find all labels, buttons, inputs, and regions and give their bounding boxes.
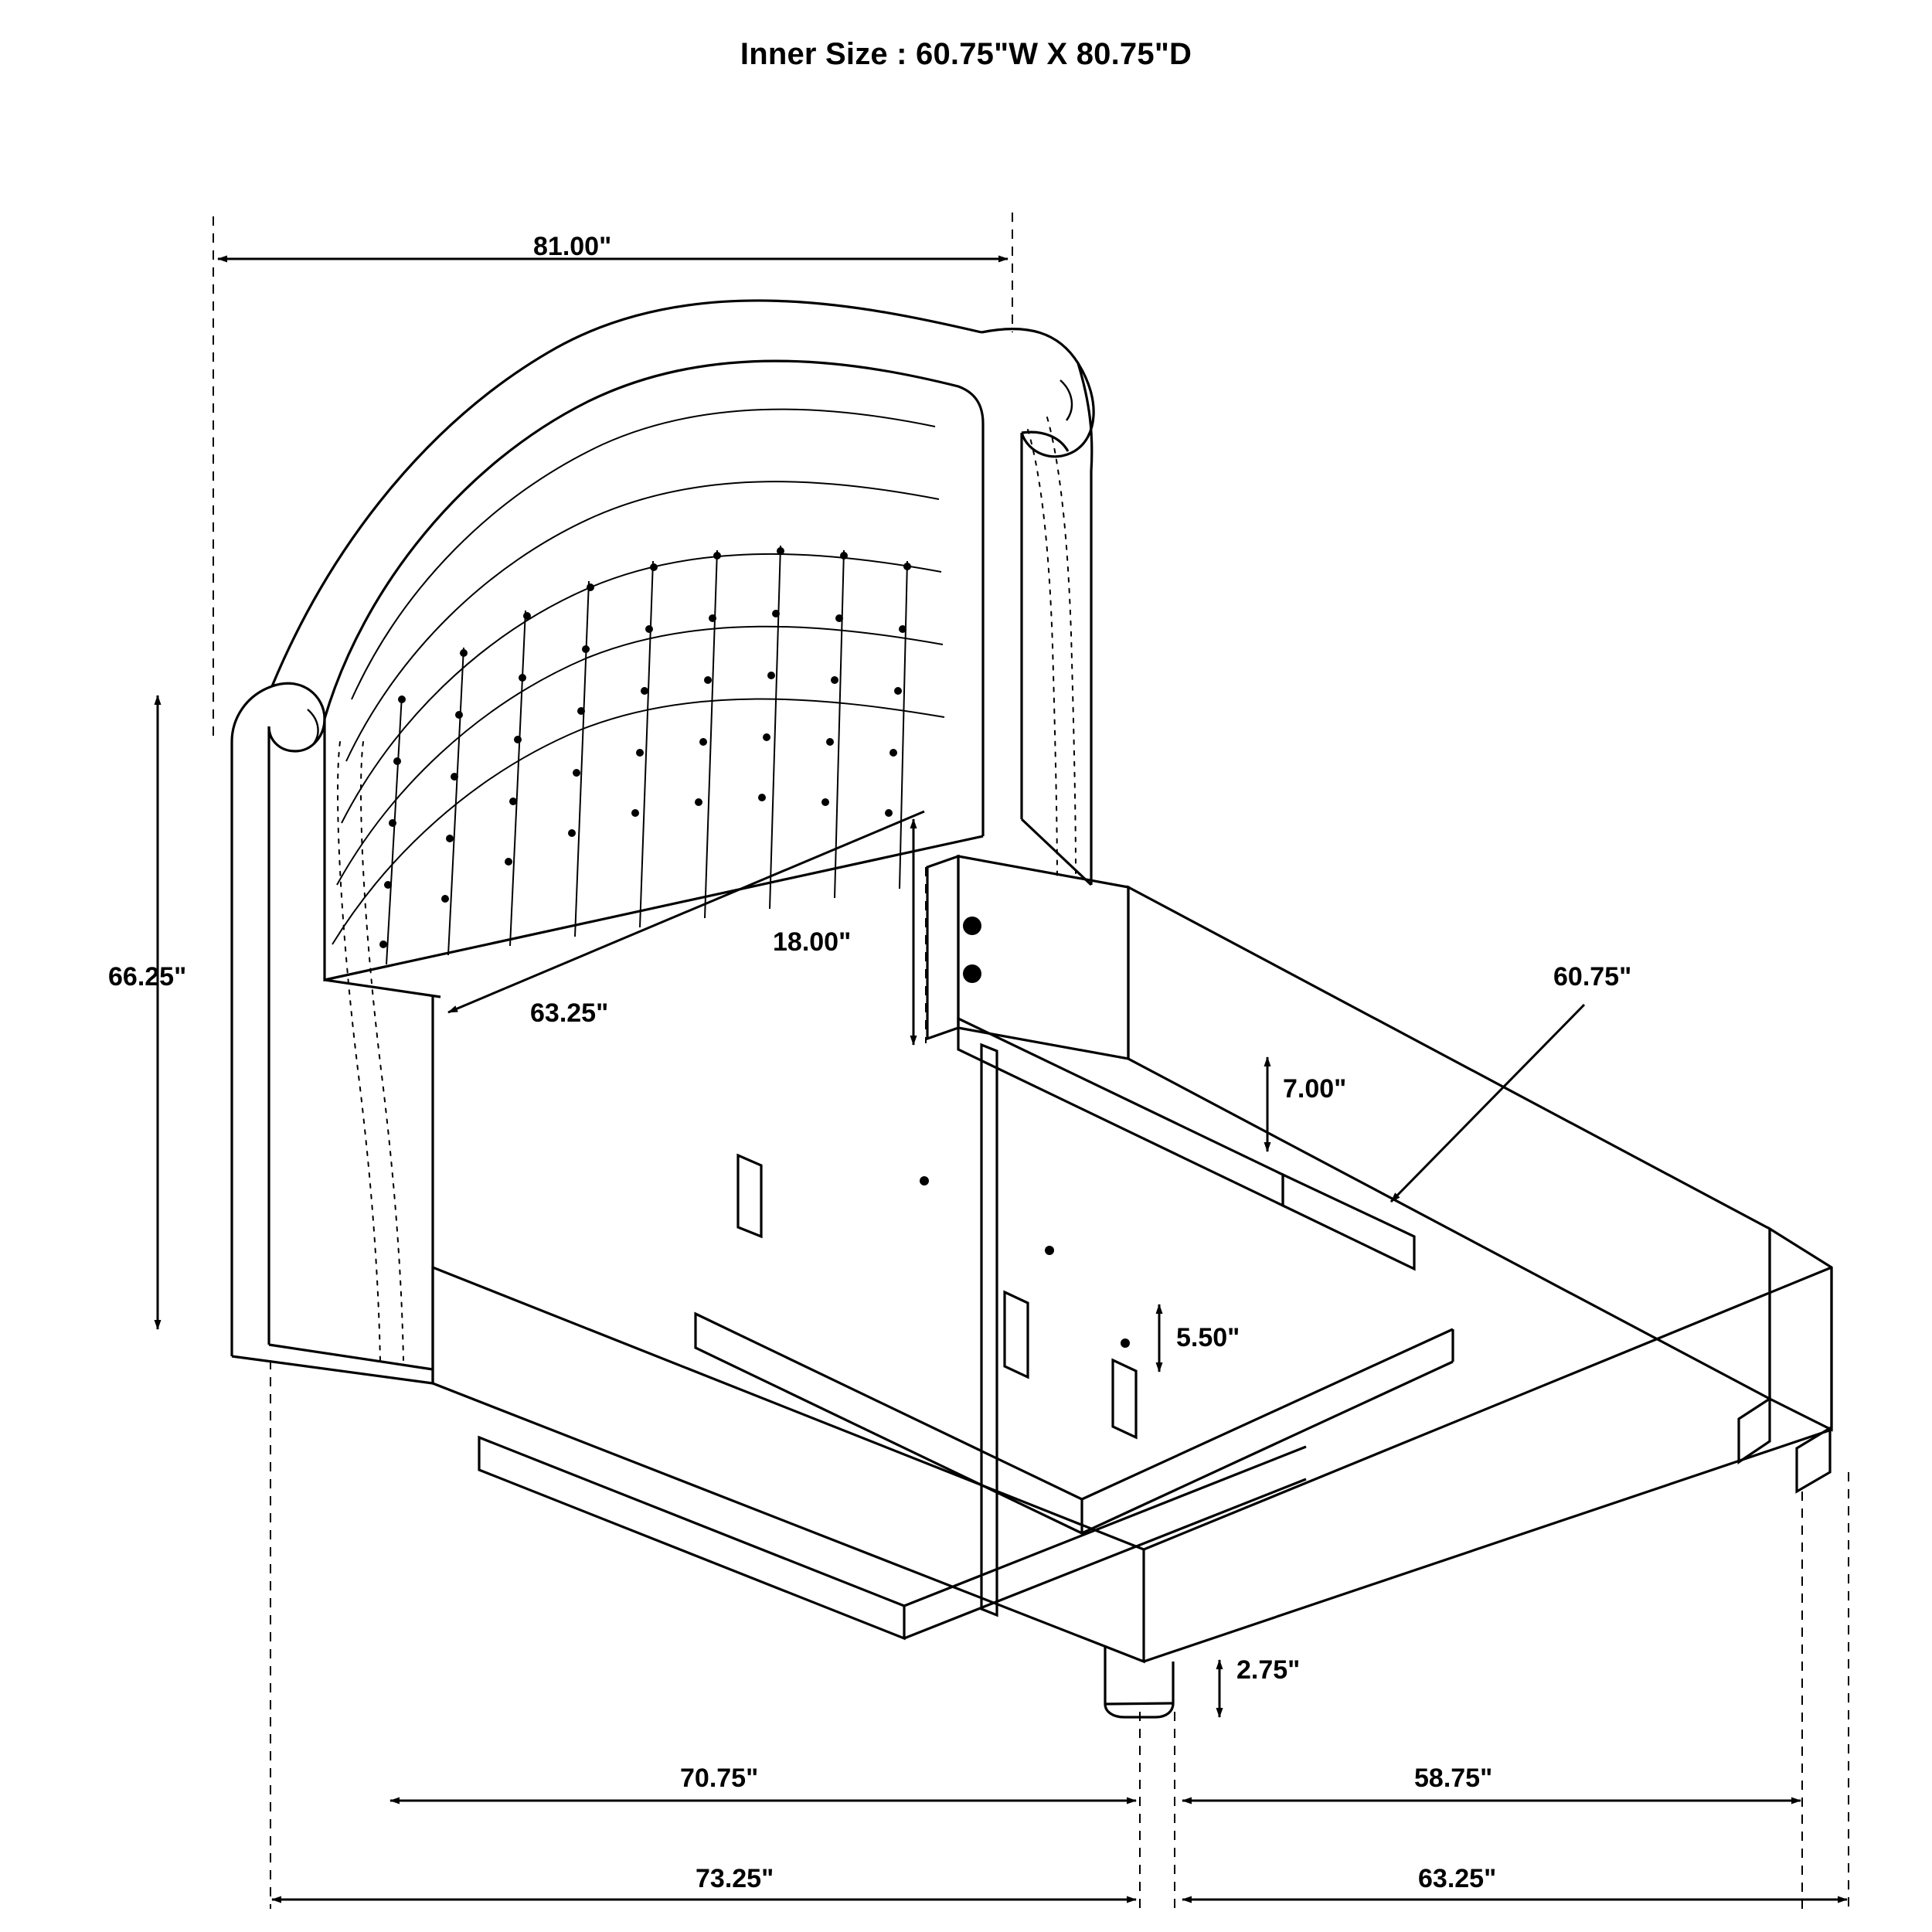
dim-label-length-7075: 70.75" [680,1764,759,1793]
dim-label-height-6625: 66.25" [108,962,187,992]
dim-label-width-5875: 58.75" [1414,1764,1493,1793]
dim-label-headboard-6325: 63.25" [530,998,609,1028]
dim-label-footprint-7325: 73.25" [696,1864,774,1893]
dim-label-slat-550: 5.50" [1176,1323,1240,1352]
dim-label-width-81: 81.00" [533,232,612,261]
tufting-pattern [332,410,944,964]
nailhead-trim [338,417,1076,1362]
dimension-arrows [158,259,1847,1900]
extension-lines [213,213,1849,1909]
dim-label-center-6075: 60.75" [1553,962,1632,992]
page-title: Inner Size : 60.75"W X 80.75"D [740,37,1192,71]
dim-label-footprint-6325: 63.25" [1418,1864,1497,1893]
dim-label-rail-700: 7.00" [1283,1074,1347,1104]
headboard-group [232,301,1094,1383]
dim-label-leg-275: 2.75" [1236,1655,1301,1685]
dim-label-gap-1800: 18.00" [773,927,852,957]
roll-arm-detail [308,380,1072,743]
